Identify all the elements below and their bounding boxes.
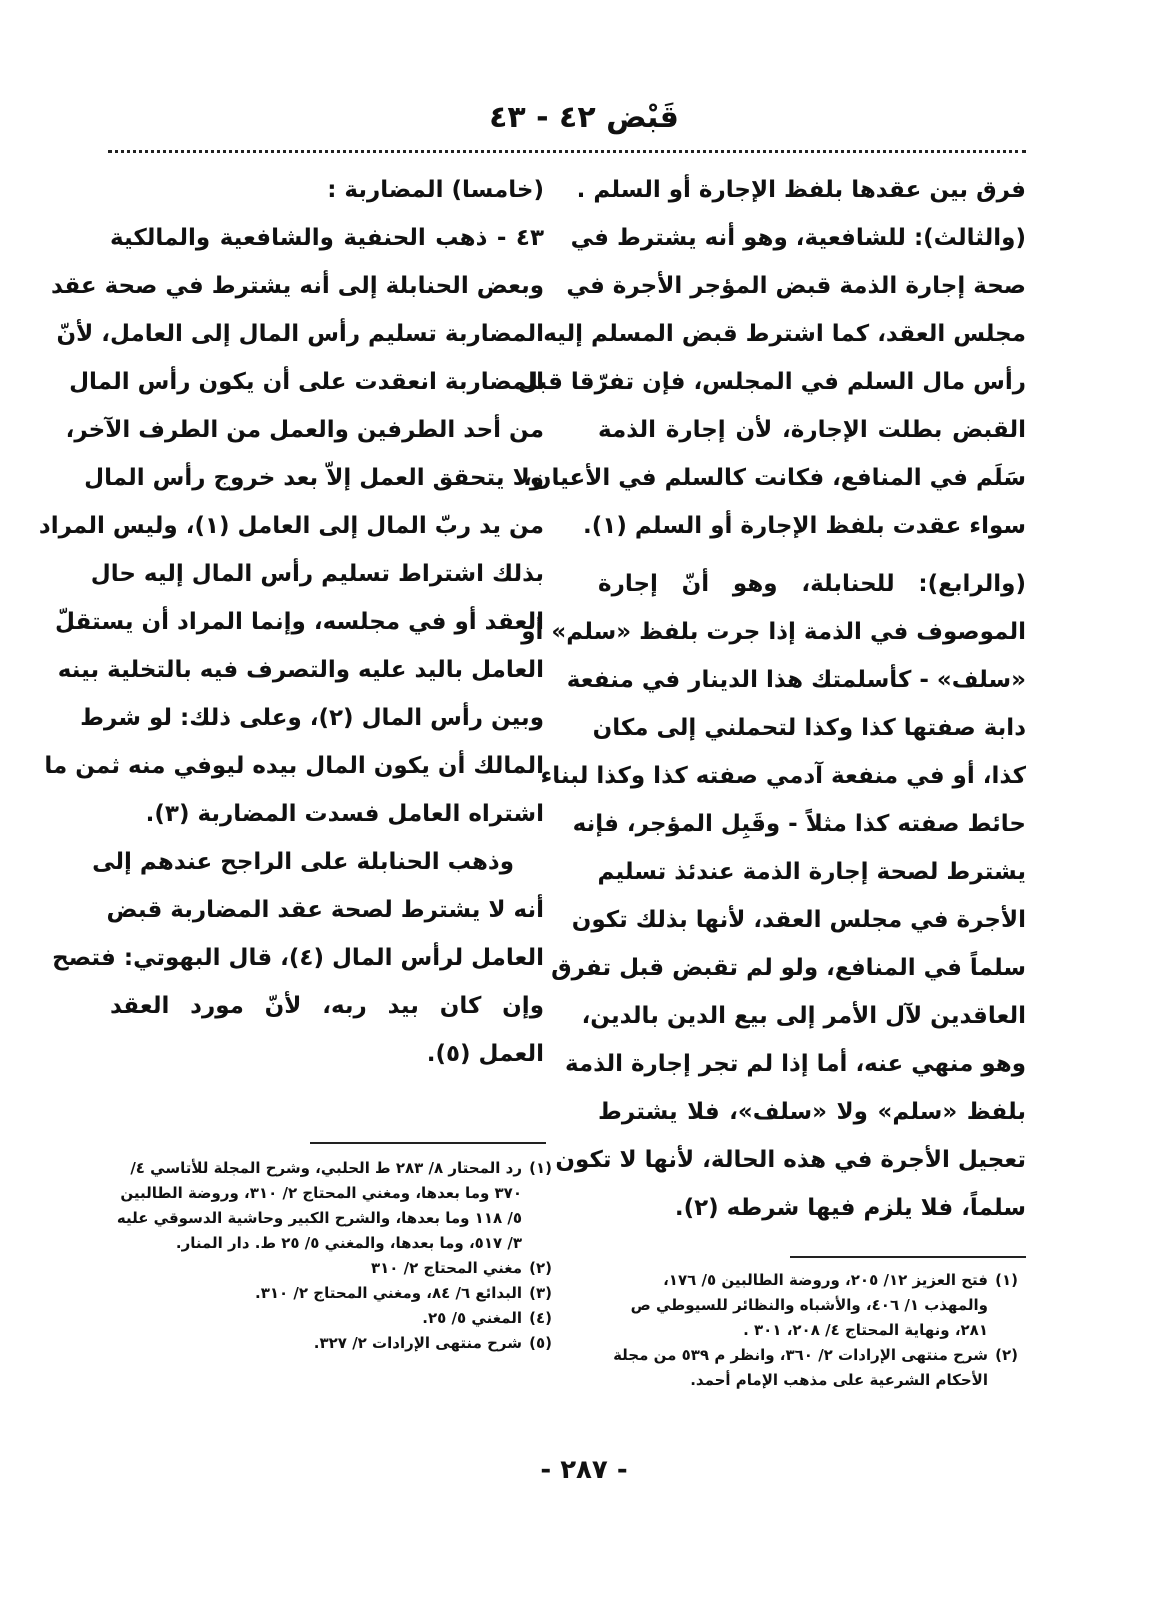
footnote-text: مغني المحتاج ٢/ ٣١٠ (370, 1259, 522, 1277)
text-line: المالك أن يكون المال بيده ليوفي منه ثمن ما (44, 753, 544, 779)
text-line: العقد أو في مجلسه، وإنما المراد أن يستقلّ (54, 609, 544, 635)
text-line: صحة إجارة الذمة قبض المؤجر الأجرة في (566, 273, 1026, 299)
text-line: القبض بطلت الإجارة، لأن إجارة الذمة (598, 417, 1026, 443)
footnote-text: المغني ٥/ ٢٥. (422, 1309, 522, 1327)
text-line: اشتراه العامل فسدت المضاربة (٣). (145, 801, 544, 827)
text-line: وبعض الحنابلة إلى أنه يشترط في صحة عقد (51, 273, 544, 299)
footnote (600, 1268, 1018, 1343)
text-line: وبين رأس المال (٢)، وعلى ذلك: لو شرط (80, 705, 544, 731)
text-line: وذهب الحنابلة على الراجح عندهم إلى (92, 849, 514, 875)
paragraph-gap (598, 550, 1026, 560)
text-line: (خامسا) المضاربة : (327, 177, 544, 203)
text-line: الموصوف في الذمة إذا جرت بلفظ «سلم» أو (521, 619, 1026, 645)
text-line: بذلك اشتراط تسليم رأس المال إليه حال (90, 561, 544, 587)
text-line: سلماً، فلا يلزم فيها شرطه (٢). (674, 1195, 1026, 1221)
text-line: وهو منهي عنه، أما إذا لم تجر إجارة الذمة (564, 1051, 1026, 1077)
header-dotted-divider (108, 150, 1026, 153)
text-line: حائط صفته كذا مثلاً - وقَبِل المؤجر، فإنه (572, 811, 1026, 837)
footnote (104, 1281, 552, 1306)
footnote-number: (٢) (995, 1346, 1018, 1364)
footnote-number: (١) (529, 1159, 552, 1177)
right-footnotes (600, 1268, 1018, 1393)
text-line: المضاربة تسليم رأس المال إلى العامل، لأنّ (56, 321, 544, 347)
footnote-text: فتح العزيز ١٢/ ٢٠٥، وروضة الطالبين ٥/ ١٧٦، والمهذب ١/ ٤٠٦، والأشباه والنظائر للسيوطي ص ٢٨١، ونهاية المحتاج ٤/ ٢٠٨، ٣٠١ . (630, 1271, 988, 1339)
footnote-text: رد المحتار ٨/ ٢٨٣ ط الحلبي، وشرح المجلة للأتاسي ٤/ ٣٧٠ وما بعدها، ومغني المحتاج ٢/ ٣١٠، وروضة الطالبين ٥/ ١١٨ وما بعدها، والشرح الكبير وحاشية الدسوقي عليه ٣/ ٥١٧، وما بعدها، والمغني ٥/ ٢٥ ط. دار المنار. (116, 1159, 522, 1252)
footnote-number: (٢) (529, 1259, 552, 1277)
text-line: العمل (٥). (426, 1041, 544, 1067)
footnote (104, 1331, 552, 1356)
footnote-text: البدائع ٦/ ٨٤، ومغني المحتاج ٢/ ٣١٠. (255, 1284, 522, 1302)
text-line: (والثالث): للشافعية، وهو أنه يشترط في (570, 225, 1026, 251)
footnote-text: شرح منتهى الإرادات ٢/ ٣٢٧. (313, 1334, 522, 1352)
text-line: سلماً في المنافع، ولو لم تقبض قبل تفرق (551, 955, 1026, 981)
text-line: ولا يتحقق العمل إلاّ بعد خروج رأس المال (84, 465, 544, 491)
text-line: العامل لرأس المال (٤)، قال البهوتي: فتصح (52, 945, 544, 971)
text-line: فرق بين عقدها بلفظ الإجارة أو السلم . (576, 177, 1026, 203)
text-line: من يد ربّ المال إلى العامل (١)، وليس المراد (38, 513, 544, 539)
left-text-column (38, 166, 544, 1078)
text-line: سواء عقدت بلفظ الإجارة أو السلم (١). (583, 513, 1026, 539)
text-line: دابة صفتها كذا وكذا لتحملني إلى مكان (592, 715, 1026, 741)
text-line: العامل باليد عليه والتصرف فيه بالتخلية بينه (57, 657, 544, 683)
text-line: الأجرة في مجلس العقد، لأنها بذلك تكون (571, 907, 1026, 933)
left-footnotes (104, 1156, 552, 1356)
footnote-number: (٥) (529, 1334, 552, 1352)
footnote (104, 1156, 552, 1256)
page-number: - ٢٨٧ - (540, 1455, 628, 1485)
footnote-number: (١) (995, 1271, 1018, 1289)
page-header-title: قَبْض ٤٢ - ٤٣ (489, 100, 679, 135)
text-line: سَلَم في المنافع، فكانت كالسلم في الأعيان، (523, 465, 1026, 491)
right-text-column (517, 166, 1026, 1232)
text-line: أنه لا يشترط لصحة عقد المضاربة قبض (106, 897, 544, 923)
text-line: كذا، أو في منفعة آدمي صفته كذا وكذا لبناء (540, 763, 1026, 789)
footnote (104, 1256, 552, 1281)
left-footnote-separator (310, 1142, 546, 1144)
footnote-text: شرح منتهى الإرادات ٢/ ٣٦٠، وانظر م ٥٣٩ من مجلة الأحكام الشرعية على مذهب الإمام أحمد. (613, 1346, 988, 1389)
text-line: مجلس العقد، كما اشترط قبض المسلم إليه (543, 321, 1026, 347)
text-line: ٤٣ - ذهب الحنفية والشافعية والمالكية (110, 225, 544, 251)
text-line: من أحد الطرفين والعمل من الطرف الآخر، (65, 417, 544, 443)
footnote-number: (٤) (529, 1309, 552, 1327)
footnote (104, 1306, 552, 1331)
footnote-number: (٣) (529, 1284, 552, 1302)
text-line: تعجيل الأجرة في هذه الحالة، لأنها لا تكون (555, 1147, 1026, 1173)
text-line: يشترط لصحة إجارة الذمة عندئذ تسليم (597, 859, 1026, 885)
text-line: (والرابع): للحنابلة، وهو أنّ إجارة (598, 571, 1026, 597)
text-line: رأس مال السلم في المجلس، فإن تفرّقا قبل (517, 369, 1026, 395)
text-line: وإن كان بيد ربه، لأنّ مورد العقد (110, 993, 544, 1019)
text-line: المضاربة انعقدت على أن يكون رأس المال (69, 369, 544, 395)
text-line: بلفظ «سلم» ولا «سلف»، فلا يشترط (598, 1099, 1026, 1125)
footnote (600, 1343, 1018, 1393)
text-line: «سلف» - كأسلمتك هذا الدينار في منفعة (566, 667, 1026, 693)
text-line: العاقدين لآل الأمر إلى بيع الدين بالدين، (581, 1003, 1026, 1029)
right-footnote-separator (790, 1256, 1026, 1258)
